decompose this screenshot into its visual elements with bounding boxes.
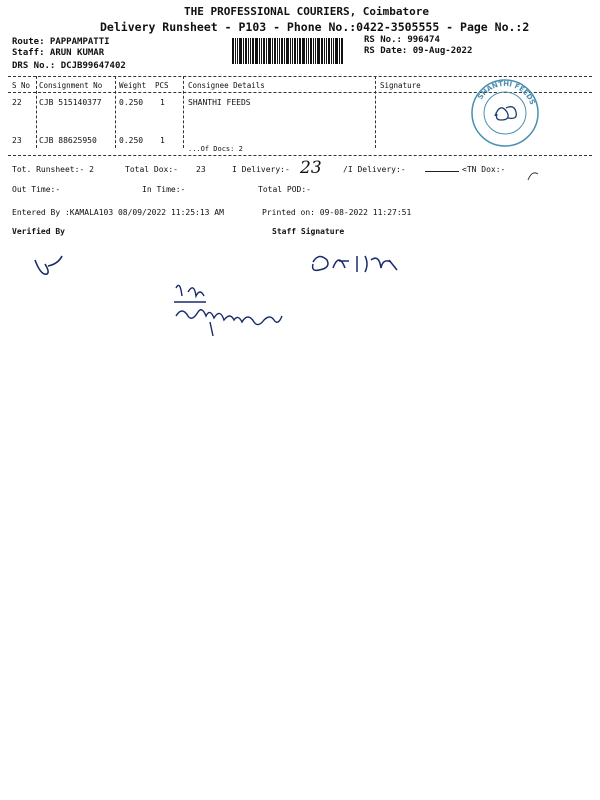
table-bottom-rule	[8, 155, 592, 156]
barcode-bar	[239, 38, 242, 64]
row-sno: 23	[12, 136, 22, 145]
barcode-bar	[331, 38, 332, 64]
barcode-bar	[279, 38, 280, 64]
barcode-bar	[317, 38, 320, 64]
printed-on: Printed on: 09-08-2022 11:27:51	[262, 208, 412, 217]
row-pcs: 1	[160, 136, 165, 145]
barcode-bar	[274, 38, 276, 64]
barcode-bar	[313, 38, 314, 64]
col-header-consignee: Consignee Details	[188, 81, 265, 90]
barcode-bar	[232, 38, 234, 64]
barcode-bar	[237, 38, 238, 64]
row-sno: 22	[12, 98, 22, 107]
shanthi-feeds-stamp	[470, 78, 540, 148]
barcode-bar	[339, 38, 340, 64]
rs-number: RS No.: 996474	[364, 35, 440, 45]
docs-count-note: ...Of Docs: 2	[188, 145, 243, 153]
barcode-bar	[277, 38, 278, 64]
svg-text:SHANTHI FEEDS: SHANTHI FEEDS	[476, 79, 537, 106]
col-divider	[375, 76, 376, 148]
total-dox-label: Total Dox:-	[125, 165, 178, 174]
route-label: Route: PAPPAMPATTI	[12, 37, 110, 47]
col-header-consignment: Consignment No	[39, 81, 103, 90]
barcode-bar	[263, 38, 265, 64]
barcode-bar	[306, 38, 307, 64]
col-divider	[115, 76, 116, 148]
barcode-bar	[302, 38, 305, 64]
pen-mark	[524, 168, 544, 184]
barcode-bar	[286, 38, 289, 64]
barcode-bar	[261, 38, 262, 64]
total-dox-value: 23	[196, 165, 206, 174]
barcode-bar	[328, 38, 330, 64]
tot-runsheet: Tot. Runsheet:- 2	[12, 165, 94, 174]
barcode-bar	[294, 38, 296, 64]
staff-label: Staff: ARUN KUMAR	[12, 48, 105, 58]
barcode-bar	[255, 38, 258, 64]
barcode-bar	[315, 38, 316, 64]
company-title: THE PROFESSIONAL COURIERS, Coimbatore	[184, 5, 430, 18]
barcode-bar	[299, 38, 301, 64]
row-consignment: CJB 88625950	[39, 136, 97, 145]
barcode-bar	[335, 38, 338, 64]
col-header-pcs: PCS	[155, 81, 169, 90]
col-divider	[36, 76, 37, 148]
i-delivery-label: /I Delivery:-	[343, 165, 406, 174]
col-divider	[183, 76, 184, 148]
barcode-bar	[252, 38, 254, 64]
barcode-bar	[245, 38, 247, 64]
barcode-bar	[281, 38, 283, 64]
row-consignee: SHANTHI FEEDS	[188, 98, 251, 107]
row-weight: 0.250	[119, 136, 144, 145]
rs-date: RS Date: 09-Aug-2022	[364, 46, 473, 56]
row-weight: 0.250	[119, 98, 144, 107]
barcode-bar	[290, 38, 291, 64]
staff-signature-label: Staff Signature	[272, 227, 345, 236]
col-header-sno: S No	[12, 81, 31, 90]
blank-line	[425, 171, 459, 172]
barcode-bar	[324, 38, 325, 64]
barcode-bar	[326, 38, 327, 64]
barcode-bar	[284, 38, 285, 64]
barcode-bar	[321, 38, 323, 64]
entered-by: Entered By :KAMALA103 08/09/2022 11:25:13 AM	[12, 208, 224, 217]
barcode-bar	[266, 38, 267, 64]
in-time-label: In Time:-	[142, 185, 186, 194]
barcode	[232, 38, 350, 64]
barcode-bar	[250, 38, 251, 64]
delivery-label: I Delivery:-	[232, 165, 290, 174]
drs-number: DRS No.: DCJB99647402	[12, 61, 126, 71]
verified-by-label: Verified By	[12, 227, 65, 236]
barcode-bar	[292, 38, 293, 64]
verifier-signature	[30, 252, 70, 282]
col-header-weight: Weight	[119, 81, 147, 90]
barcode-bar	[243, 38, 244, 64]
row-pcs: 1	[160, 98, 165, 107]
barcode-bar	[235, 38, 236, 64]
barcode-bar	[341, 38, 343, 64]
runsheet-subtitle: Delivery Runsheet - P103 - Phone No.:0422-3505555 - Page No.:2	[100, 20, 530, 34]
rtn-dox-label: <TN Dox:-	[462, 165, 506, 174]
total-pod-label: Total POD:-	[258, 185, 311, 194]
barcode-bar	[297, 38, 298, 64]
barcode-bar	[310, 38, 312, 64]
col-header-signature: Signature	[380, 81, 421, 90]
row-consignment: CJB 515140377	[39, 98, 102, 107]
delivery-handwritten-value: 23	[300, 158, 322, 178]
out-time-label: Out Time:-	[12, 185, 61, 194]
barcode-bar	[248, 38, 249, 64]
barcode-bar	[259, 38, 260, 64]
receiver-signature	[170, 278, 315, 338]
barcode-bar	[272, 38, 273, 64]
table-top-rule	[8, 76, 592, 77]
barcode-bar	[268, 38, 271, 64]
barcode-bar	[308, 38, 309, 64]
staff-handwritten-signature	[305, 248, 415, 278]
barcode-bar	[333, 38, 334, 64]
